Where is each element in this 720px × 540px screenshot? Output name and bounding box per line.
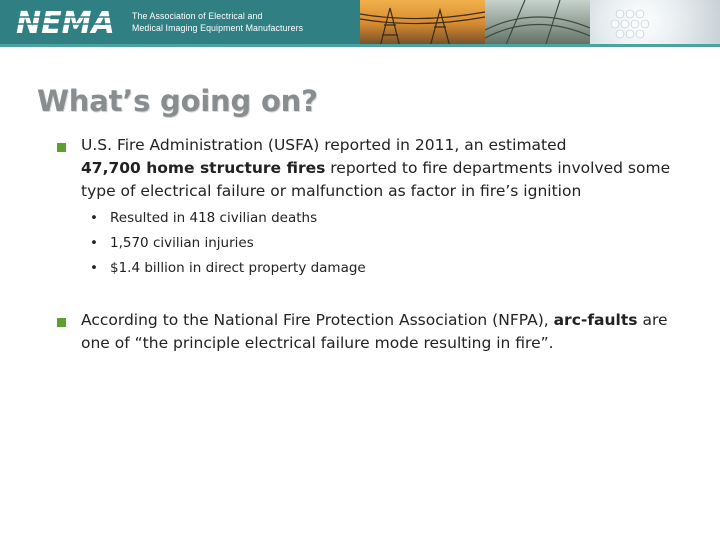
sub-bullet-text: Resulted in 418 civilian deaths — [110, 210, 318, 226]
tagline-line-1: The Association of Electrical and — [132, 11, 263, 21]
tagline — [132, 10, 303, 34]
nema-logo — [14, 7, 120, 37]
bullet-usfa-line-1: U.S. Fire Administration (USFA) reported in 2011, an estimated — [81, 136, 567, 154]
sub-bullet-text: 1,570 civilian injuries — [110, 235, 254, 251]
led-lights-photo — [590, 0, 720, 47]
bullet-usfa-line-2: reported to fire departments involved some — [325, 159, 671, 177]
dot-bullet-icon: • — [90, 235, 98, 251]
dot-bullet-icon: • — [90, 260, 98, 276]
logo-text: NEMA — [16, 7, 115, 37]
bullet-nfpa-line-2: one of “the principle electrical failure mode resulting in fire”. — [81, 334, 554, 352]
bullet-nfpa-line-1: According to the National Fire Protection Association (NFPA), — [81, 311, 554, 329]
tagline-line-2: Medical Imaging Equipment Manufacturers — [132, 23, 304, 33]
header-band — [0, 0, 720, 47]
power-lines-photo — [360, 0, 485, 47]
bullet-usfa-text — [81, 134, 671, 203]
sub-bullet-text: $1.4 billion in direct property damage — [110, 260, 366, 276]
bullet-nfpa-line-1-end: are — [637, 311, 668, 329]
bullet-nfpa-bold: arc-faults — [553, 311, 638, 329]
dot-bullet-icon: • — [90, 210, 98, 226]
wires-photo — [485, 0, 590, 47]
bullet-usfa-line-3: type of electrical failure or malfunction as factor in fire’s ignition — [81, 182, 582, 200]
square-bullet-icon — [57, 143, 66, 152]
bullet-usfa-bold: 47,700 home structure fires — [81, 159, 326, 177]
header-accent-line — [0, 44, 720, 47]
bullet-nfpa-text — [81, 309, 671, 355]
page-title: What’s going on? — [37, 84, 318, 118]
square-bullet-icon — [57, 318, 66, 327]
